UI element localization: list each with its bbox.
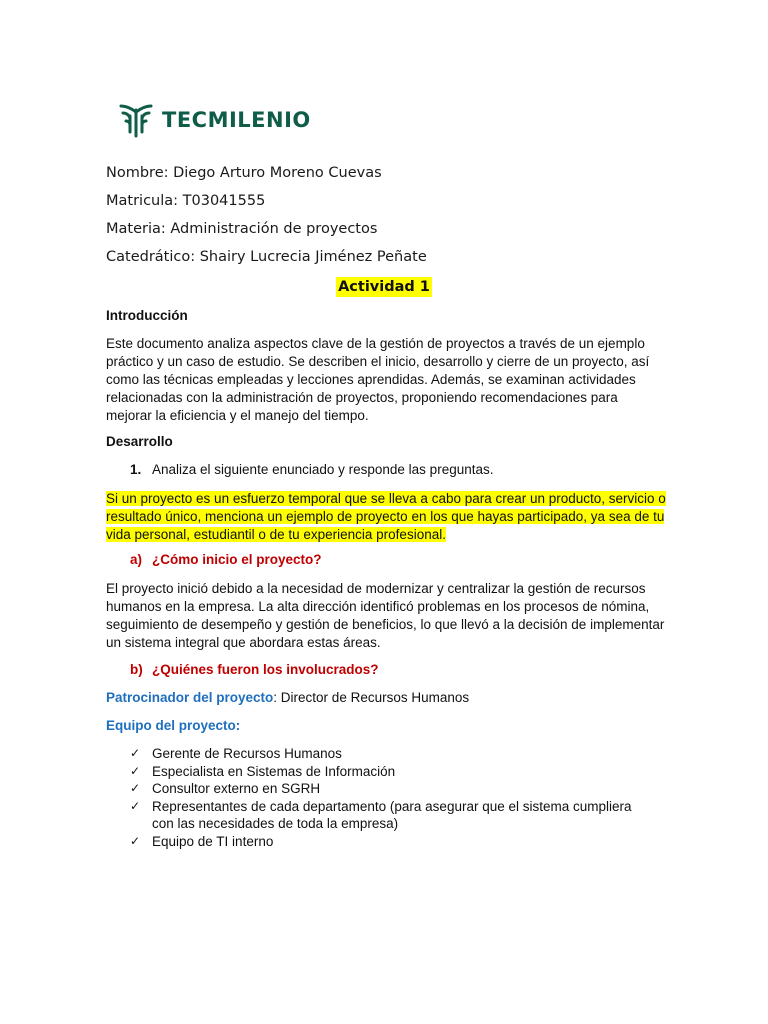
checkmark-icon: ✓ [130, 833, 141, 848]
item-text: Analiza el siguiente enunciado y responde las preguntas. [152, 462, 494, 477]
instructor-name: Catedrático: Shairy Lucrecia Jiménez Peñate [106, 249, 427, 265]
tecmilenio-logo [118, 102, 311, 138]
team-label: Equipo del proyecto: [106, 718, 241, 733]
team-member: Representantes de cada departamento (para asegurar que el sistema cumpliera con las necesidades de toda la empresa) [152, 798, 632, 832]
sponsor-value: : Director de Recursos Humanos [273, 690, 470, 705]
team-member: Gerente de Recursos Humanos [152, 746, 342, 761]
student-id: Matricula: T03041555 [106, 193, 266, 209]
tecmilenio-wheat-icon [118, 102, 154, 138]
checkmark-icon: ✓ [130, 746, 141, 760]
question-a-text: ¿Cómo inicio el proyecto? [152, 552, 322, 567]
question-b [130, 662, 379, 677]
logo-wordmark: TECMILENIO [162, 108, 311, 132]
item-number: 1. [130, 462, 142, 477]
development-heading: Desarrollo [106, 434, 173, 449]
prompt-paragraph [106, 490, 666, 544]
list-item [130, 798, 650, 833]
question-a-letter: a) [130, 552, 143, 567]
list-item [130, 745, 650, 763]
team-list [130, 745, 650, 851]
intro-heading: Introducción [106, 308, 188, 323]
title-row [0, 277, 768, 297]
sponsor-label: Patrocinador del proyecto [106, 690, 274, 705]
list-item [130, 833, 650, 851]
team-line [106, 718, 240, 733]
checkmark-icon: ✓ [130, 781, 141, 796]
student-name: Nombre: Diego Arturo Moreno Cuevas [106, 165, 382, 181]
question-b-letter: b) [130, 662, 143, 677]
activity-title: Actividad 1 [338, 279, 430, 295]
list-item [130, 763, 650, 781]
answer-a-paragraph: El proyecto inició debido a la necesidad de modernizar y centralizar la gestión de recursos humanos en la empresa. La alta dirección identificó problemas en los procesos de nómina, seguimiento de desempeño y gestión de beneficios, lo que llevó a la decisión de implementar un sistema integral que abordara estas áreas. [106, 581, 665, 650]
sponsor-line [106, 690, 469, 705]
intro-paragraph: Este documento analiza aspectos clave de la gestión de proyectos a través de un ejemplo práctico y un caso de estudio. Se describen el inicio, desarrollo y cierre de un proyecto, así como las técnicas empleadas y lecciones aprendidas. Además, se examinan actividades relacionadas con la administración de proyectos, proponiendo recomendaciones para mejorar la eficiencia y el manejo del tiempo. [106, 336, 650, 423]
team-member: Especialista en Sistemas de Información [152, 763, 396, 779]
team-member: Equipo de TI interno [152, 833, 274, 849]
team-member: Consultor externo en SGRH [152, 781, 321, 797]
checkmark-icon: ✓ [130, 763, 141, 778]
question-b-text: ¿Quiénes fueron los involucrados? [152, 662, 379, 677]
highlighted-prompt: Si un proyecto es un esfuerzo temporal que se lleva a cabo para crear un producto, servicio o resultado único, menciona un ejemplo de proyecto en los que hayas participado, ya sea de tu vida personal, estudiantil o de tu experiencia profesional. [106, 491, 666, 542]
question-a [130, 552, 322, 567]
course-name: Materia: Administración de proyectos [106, 221, 378, 237]
list-item [130, 780, 650, 798]
numbered-item-1 [130, 462, 493, 477]
checkmark-icon: ✓ [130, 798, 141, 813]
